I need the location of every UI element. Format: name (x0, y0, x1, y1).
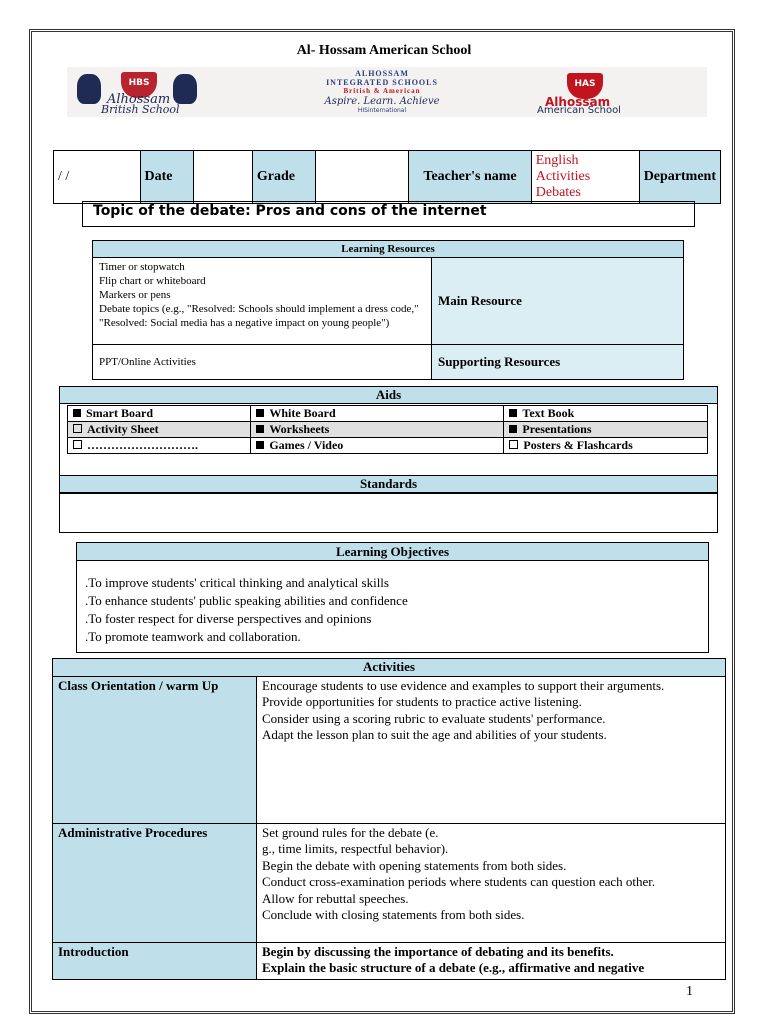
aids-row (68, 422, 708, 438)
aid-checkbox-item[interactable] (68, 406, 251, 422)
aid-checkbox-item[interactable] (251, 406, 504, 422)
has-crest-icon: HAS (567, 73, 603, 99)
checked-box-icon (509, 425, 517, 433)
aid-label: Worksheets (269, 422, 330, 436)
activity-text: Begin by discussing the importance of debating and its benefits. Explain the basic structure of a debate (e.g., affirmative and negative (257, 942, 726, 979)
date-empty-cell[interactable] (193, 151, 252, 204)
aid-checkbox-item[interactable] (504, 422, 708, 438)
school-title: Al- Hossam American School (296, 43, 472, 58)
main-resource-items: Timer or stopwatch Flip chart or whiteboard Markers or pens Debate topics (e.g., "Resolved: Schools should implement a dress code," "Resolved: Social media has a negative impact on young people") (93, 258, 432, 345)
aid-label: Posters & Flashcards (523, 438, 633, 452)
debate-topic: Topic of the debate: Pros and cons of the internet (82, 201, 695, 227)
american-school-logo: HAS Alhossam American School (527, 69, 697, 115)
british-school-logo: HBS Alhossam British School (73, 70, 223, 114)
objective-item: .To foster respect for diverse perspectives and opinions (85, 611, 372, 626)
unchecked-box-icon (73, 424, 82, 433)
logo-banner (67, 67, 707, 117)
objective-item: .To enhance students' public speaking abilities and confidence (85, 593, 408, 608)
aid-checkbox-item[interactable] (68, 438, 251, 454)
header-table (53, 150, 721, 204)
activity-label: Introduction (53, 942, 257, 979)
teacher-value[interactable]: English Activities Debates (531, 151, 639, 204)
checked-box-icon (73, 409, 81, 417)
aid-label: White Board (269, 406, 336, 420)
aid-label: Text Book (522, 406, 575, 420)
aid-label: Smart Board (86, 406, 153, 420)
activity-label: Class Orientation / warm Up (53, 676, 257, 823)
aid-label: Presentations (522, 422, 592, 436)
aid-checkbox-item[interactable] (251, 438, 504, 454)
hbs-crest-icon: HBS (121, 72, 157, 98)
activity-label: Administrative Procedures (53, 823, 257, 942)
activities-table (52, 658, 726, 980)
aid-checkbox-item[interactable] (251, 422, 504, 438)
activity-text: Encourage students to use evidence and examples to support their arguments. Provide opportunities for students to practice active listening. Consider using a scoring rubric to evaluate students' performance. Adapt the lesson plan to suit the age and abilities of your students. (257, 676, 726, 823)
page-number: 1 (686, 984, 693, 999)
aid-checkbox-item[interactable] (504, 406, 708, 422)
date-value[interactable]: / / (54, 151, 141, 204)
objective-item: .To improve students' critical thinking and analytical skills (85, 575, 389, 590)
unchecked-box-icon (509, 440, 518, 449)
lion-right-icon (173, 74, 197, 104)
checked-box-icon (256, 409, 264, 417)
checked-box-icon (256, 425, 264, 433)
learning-resources-table (92, 240, 684, 380)
aid-checkbox-item[interactable] (68, 422, 251, 438)
unchecked-box-icon (73, 440, 82, 449)
standards-title: Standards (59, 475, 718, 493)
checked-box-icon (509, 409, 517, 417)
checked-box-icon (256, 441, 264, 449)
aid-label: ………………………. (87, 438, 198, 452)
supporting-resource-items: PPT/Online Activities (93, 345, 432, 380)
aids-table (67, 405, 708, 454)
aids-row (68, 438, 708, 454)
teacher-label: Teacher's name (409, 151, 531, 204)
aid-checkbox-item[interactable] (504, 438, 708, 454)
standards-body[interactable] (59, 493, 718, 533)
objectives-title: Learning Objectives (76, 542, 709, 561)
grade-value[interactable] (315, 151, 408, 204)
objective-item: .To promote teamwork and collaboration. (85, 629, 301, 644)
integrated-schools-logo: ALHOSSAM INTEGRATED SCHOOLS British & American Aspire. Learn. Achieve HISinternational (324, 69, 440, 114)
supporting-resource-label: Supporting Resources (432, 345, 684, 380)
grade-label: Grade (252, 151, 315, 204)
date-label: Date (140, 151, 193, 204)
activity-text: Set ground rules for the debate (e. g., time limits, respectful behavior). Begin the debate with opening statements from both sides. Conduct cross-examination periods where students can question each other. Allow for rebuttal speeches. Conclude with closing statements from both sides. (257, 823, 726, 942)
aids-row (68, 406, 708, 422)
activities-title: Activities (53, 659, 726, 677)
lion-left-icon (77, 74, 101, 104)
main-resource-label: Main Resource (432, 258, 684, 345)
aids-title: Aids (59, 386, 718, 404)
aid-label: Games / Video (269, 438, 344, 452)
department-label: Department (639, 151, 720, 204)
objectives-body (76, 560, 709, 653)
aid-label: Activity Sheet (87, 422, 159, 436)
learning-resources-title: Learning Resources (93, 241, 684, 258)
